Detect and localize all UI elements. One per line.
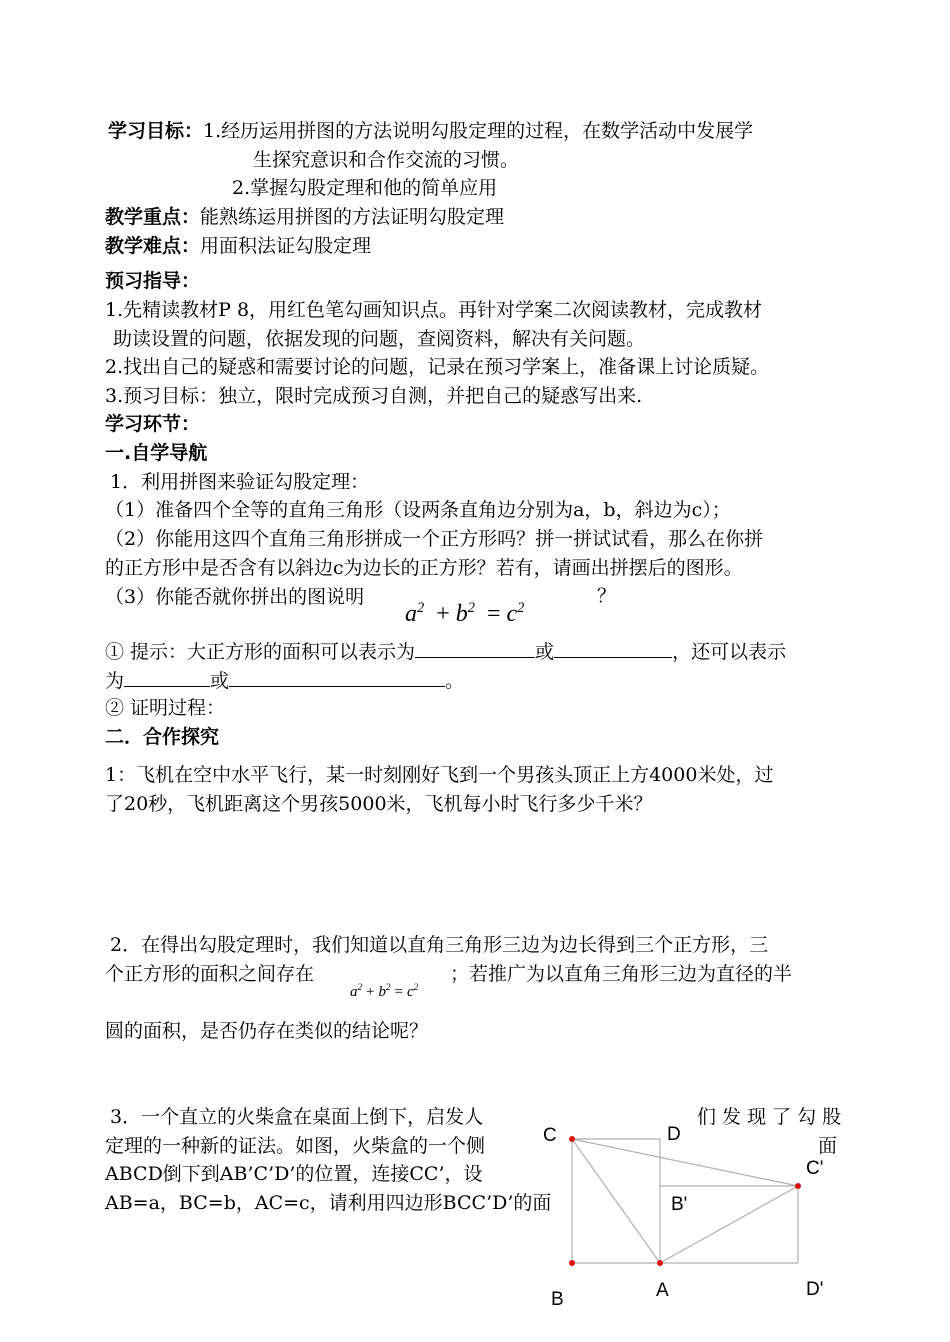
- difficulty-label: 教学难点：: [105, 235, 201, 257]
- preview-p1b: 助读设置的问题，依据发现的问题，查阅资料，解决有关问题。: [113, 328, 646, 350]
- self-study-sub2a: （2）你能用这四个直角三角形拼成一个正方形吗？拼一拼试试看，那么在你拼: [105, 528, 764, 550]
- label-Cprime: C': [806, 1158, 824, 1179]
- key-text: 能熟练运用拼图的方法证明勾股定理: [200, 206, 505, 228]
- preview-p1a: 1.先精读教材P 8，用红色笔勾画知识点。再针对学案二次阅读教材，完成教材: [105, 299, 763, 321]
- formula-b: b: [455, 601, 468, 627]
- hint-end: 。: [445, 670, 465, 692]
- formula-exp: 2: [517, 600, 525, 616]
- formula-a: a: [405, 601, 417, 627]
- coop-q2a: 2．在得出勾股定理时，我们知道以直角三角形三边为边长得到三个正方形，三: [110, 934, 769, 956]
- coop-q2b-post: ；若推广为以直角三角形三边为直径的半: [450, 963, 793, 985]
- label-C: C: [543, 1125, 557, 1146]
- self-study-sub2b: 的正方形中是否含有以斜边c为边长的正方形？若有，请画出拼摆后的图形。: [105, 557, 743, 579]
- coop-q3a-right: 们 发 现 了 勾 股: [697, 1106, 842, 1128]
- label-D: D: [667, 1124, 681, 1145]
- formula-small-a: a: [350, 984, 358, 1000]
- proof-label: ② 证明过程：: [105, 697, 226, 719]
- preview-p3: 3.预习目标：独立，限时完成预习自测，并把自己的疑惑写出来.: [105, 385, 643, 407]
- point-B: [569, 1260, 575, 1266]
- coop-heading: 二．合作探究: [105, 726, 220, 748]
- hint-text-a: ① 提示：大正方形的面积可以表示为: [105, 641, 416, 663]
- formula-question-mark: ？: [597, 585, 617, 607]
- goals-label: 学习目标：: [108, 120, 204, 142]
- formula-small-exp: 2: [413, 982, 419, 992]
- formula-small-eq: =: [394, 984, 403, 1000]
- preview-heading: 预习指导：: [105, 270, 201, 292]
- formula-c: c: [506, 601, 518, 627]
- steps-heading: 学习环节：: [105, 413, 201, 435]
- coop-q3b-right: 面: [818, 1135, 838, 1157]
- difficulty-text: 用面积法证勾股定理: [200, 235, 372, 257]
- formula-small-exp: 2: [357, 982, 362, 992]
- goals-line3: 2.掌握勾股定理和他的简单应用: [232, 177, 498, 199]
- hint-or-2: 或: [210, 670, 230, 692]
- preview-p2: 2.找出自己的疑惑和需要讨论的问题，记录在预习学案上，准备课上讨论质疑。: [105, 356, 770, 378]
- formula-small-exp: 2: [385, 982, 391, 992]
- formula-exp: 2: [417, 600, 425, 616]
- coop-q2b-pre: 个正方形的面积之间存在: [105, 963, 315, 985]
- label-B: B: [551, 1289, 564, 1310]
- self-study-heading: 一.自学导航: [105, 442, 208, 464]
- formula-small-b: b: [378, 984, 386, 1000]
- label-Dprime: D': [806, 1279, 824, 1300]
- self-study-sub1: （1）准备四个全等的直角三角形（设两条直角边分别为a，b，斜边为c）；: [105, 499, 731, 521]
- formula-exp: 2: [467, 600, 475, 616]
- coop-q3c: ABCD倒下到AB’C’D’的位置，连接CC’，设: [105, 1163, 483, 1185]
- label-Bprime: B': [671, 1194, 688, 1215]
- hint-text-b: ，还可以表示: [672, 641, 787, 663]
- formula-plus: +: [436, 601, 450, 627]
- coop-q1a: 1：飞机在空中水平飞行，某一时刻刚好飞到一个男孩头顶正上方4000米处，过: [105, 764, 774, 786]
- goals-line2: 生探究意识和合作交流的习惯。: [253, 149, 520, 171]
- coop-q3b-left: 定理的一种新的证法。如图，火柴盒的一个侧: [105, 1135, 486, 1157]
- formula-small-c: c: [406, 984, 414, 1000]
- self-study-sub3: （3）你能否就你拼出的图说明: [105, 586, 365, 608]
- formula-small-plus: +: [366, 984, 375, 1000]
- goals-text-1: 1.经历运用拼图的方法说明勾股定理的过程，在数学活动中发展学: [203, 120, 754, 142]
- segment-CA: [572, 1139, 660, 1263]
- key-label: 教学重点：: [105, 206, 201, 228]
- formula-eq: =: [486, 601, 501, 627]
- hint-text-c: 为: [105, 670, 125, 692]
- point-Cprime: [795, 1183, 801, 1189]
- coop-q2c: 圆的面积，是否仍存在类似的结论呢？: [105, 1020, 429, 1042]
- self-study-item1: 1．利用拼图来验证勾股定理：: [110, 471, 370, 493]
- point-C: [569, 1136, 575, 1142]
- segment-C-Cprime: [572, 1139, 798, 1186]
- point-A: [657, 1260, 663, 1266]
- coop-q3d: AB=a，BC=b，AC=c，请利用四边形BCC’D’的面: [105, 1192, 552, 1214]
- coop-q1b: 了20秒，飞机距离这个男孩5000米，飞机每小时飞行多少千米？: [105, 793, 653, 815]
- hint-or-1: 或: [535, 641, 555, 663]
- coop-q3a-left: 3．一个直立的火柴盒在桌面上倒下，启发人: [110, 1106, 484, 1128]
- label-A: A: [656, 1280, 669, 1301]
